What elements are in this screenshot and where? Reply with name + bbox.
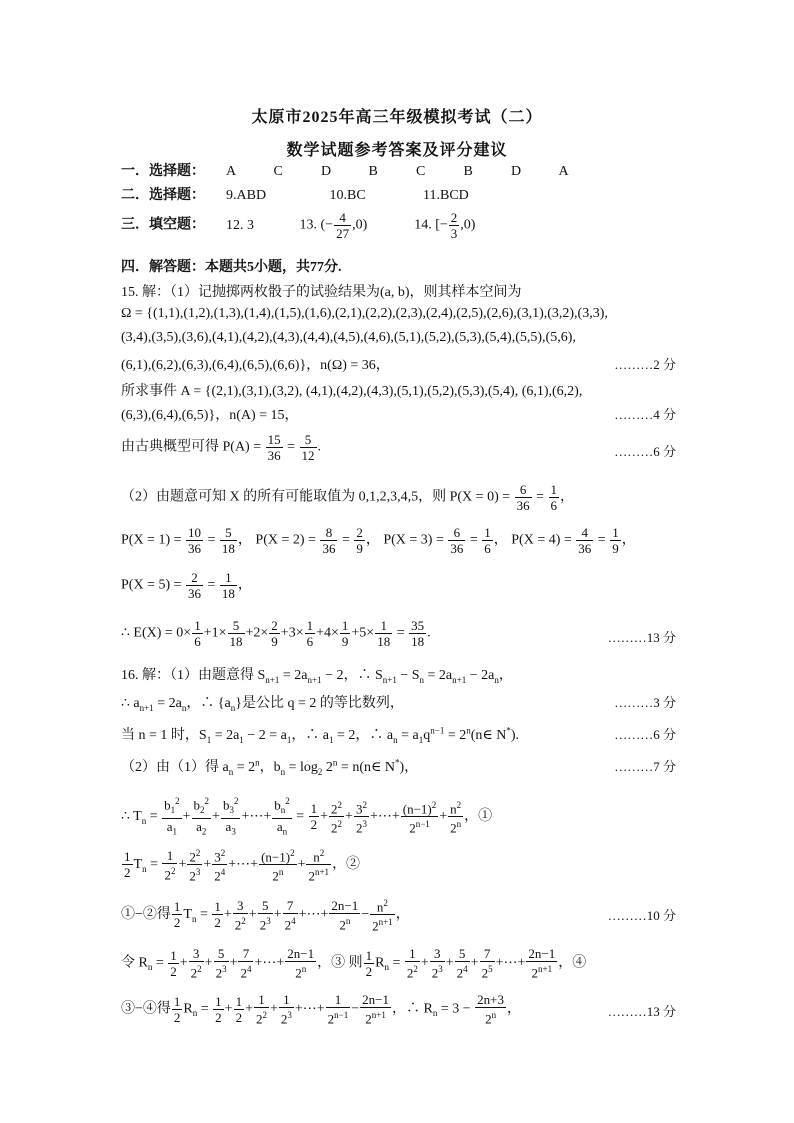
answer-14-fraction: $\frac{2}{3}$ <box>450 210 458 241</box>
part1-row <box>121 160 603 180</box>
answer-8: A <box>558 164 569 179</box>
answer-2: C <box>273 164 283 179</box>
answer-1: A <box>226 164 237 179</box>
answer-4: B <box>368 164 378 179</box>
q15-line-10: P(X = 5) = $\frac{2}{36}$ = $\frac{1}{18}$ ， <box>121 570 252 601</box>
score-q16-c: ………7 分 <box>614 759 676 774</box>
q16-line-4: （2）由（1）得 $a_n = 2^n$，$b_n = \log_2 2^n$ = n(n∈ N*)， <box>121 757 419 777</box>
q16-line-8: 令 $R_n$ = $\frac{1}{2}$ + $\frac{3}{2^2}$ + $\frac{5}{2^3}$ + $\frac{7}{2^4}$ +⋯+ $\frac{2n-1}{2^n}$ ，③ 则 $\frac{1}{2}$ $R_n$ = $\frac{1}{2^2}$ + $\frac{3}{2^3}$ + $\frac{5}{2^4}$ + $\frac{7}{2^5}$ +⋯+ $\frac{2n-1}{2^{n+1}}$ ，④ <box>121 946 587 981</box>
page-title: 太原市2025年高三年级模拟考试（二） <box>251 109 543 126</box>
part3-row: 三．填空题： 12. 3 13. (− $\frac{4}{27}$ ,0) 14. [− $\frac{2}{3}$ ,0) <box>121 210 476 241</box>
score-q15-d: ………13 分 <box>607 630 676 645</box>
q15-line-8: （2）由题意可知 X 的所有可能取值为 0,1,2,3,4,5，则 P(X = 0) = $\frac{6}{36}$ = $\frac{1}{6}$ ， <box>121 482 575 513</box>
q16-line-5: ∴ $T_n$ = $\frac{b_1^2}{a_1}$ + $\frac{b_2^2}{a_2}$ + $\frac{b_3^2}{a_3}$ +⋯+ $\frac{b_n^2}{a_n}$ = $\frac{1}{2}$ + $\frac{2^2}{2^2}$ + $\frac{3^2}{2^3}$ +⋯+ $\frac{(n-1)^2}{2^{n-1}}$ + $\frac{n^2}{2^n}$ ，① <box>121 796 493 837</box>
part1-label: 一．选择题： <box>121 164 205 179</box>
q16-line-9: ③−④得 $\frac{1}{2}$ $R_n$ = $\frac{1}{2}$ + $\frac{1}{2}$ + $\frac{1}{2^2}$ + $\frac{1}{2^3}$ +⋯+ $\frac{1}{2^{n-1}}$ − $\frac{2n-1}{2^{n+1}}$ ，∴ $R_n = 3$ − $\frac{2n+3}{2^n}$ ， <box>121 992 521 1027</box>
answer-5: C <box>416 164 426 179</box>
score-q16-d: ………10 分 <box>607 908 676 923</box>
q16-line-2: ∴ $a_{n+1} = 2a_n$，∴ $\{a_n\}$是公比 q = 2 的等比数列， <box>121 696 404 713</box>
answer-7: D <box>511 164 522 179</box>
q15-line-4: (6,1),(6,2),(6,3),(6,4),(6,5),(6,6)}，n(Ω) = 36， <box>121 358 390 373</box>
answer-13-label: 13. <box>299 217 317 233</box>
q16-line-1: 16. 解：（1）由题意得 $S_{n+1} = 2a_{n+1} - 2$，∴ $S_{n+1} - S_n = 2a_{n+1} - 2a_n$， <box>121 668 513 685</box>
score-q16-a: ………3 分 <box>614 695 676 710</box>
score-q15-c: ………6 分 <box>614 444 676 459</box>
score-q15-a: ………2 分 <box>614 357 676 372</box>
q15-line-7: 由古典概型可得 P(A) = $\frac{15}{36}$ = $\frac{5}{12}$ . <box>121 432 322 463</box>
score-q16-e: ………13 分 <box>607 1004 676 1019</box>
q15-line-3: (3,4),(3,5),(3,6),(4,1),(4,2),(4,3),(4,4),(4,5),(4,6),(5,1),(5,2),(5,3),(5,4),(5,5),(5,6), <box>121 330 576 345</box>
answer-13-fraction: $\frac{4}{27}$ <box>336 210 350 241</box>
q15-line-1: 15. 解：（1）记抛掷两枚骰子的试验结果为(a, b)，则其样本空间为 <box>121 285 522 300</box>
q16-line-3: 当 n = 1 时，$S_1 = 2a_1 - 2 = a_1$，∴ $a_1 = 2$，∴ $a_n = a_1q^{n-1}$ = $2^n(n\in$ N*). <box>121 725 520 745</box>
q15-line-11: ∴ E(X) = 0× $\frac{1}{6}$ +1× $\frac{5}{18}$ +2× $\frac{2}{9}$ +3× $\frac{1}{6}$ +4× $\frac{1}{9}$ +5× $\frac{1}{18}$ = $\frac{35}{18}$ . <box>121 618 431 649</box>
score-q15-b: ………4 分 <box>614 407 676 422</box>
answer-14-label: 14. <box>414 217 432 233</box>
q15-line-6: (6,3),(6,4),(6,5)}，n(A) = 15， <box>121 408 299 423</box>
answer-9: 9.ABD <box>226 188 267 203</box>
q15-line-2: Ω = {(1,1),(1,2),(1,3),(1,4),(1,5),(1,6),(2,1),(2,2),(2,3),(2,4),(2,5),(2,6),(3,1),(3,2),(3,3), <box>121 306 608 321</box>
part2-label: 二．选择题： <box>121 188 205 203</box>
answer-10: 10.BC <box>329 188 366 203</box>
answer-3: D <box>321 164 332 179</box>
q15-line-5: 所求事件 A = {(2,1),(3,1),(3,2), (4,1),(4,2),(4,3),(5,1),(5,2),(5,3),(5,4), (6,1),(6,2), <box>121 384 583 399</box>
q16-line-6: $\frac{1}{2}$ $T_n$ = $\frac{1}{2^2}$ + $\frac{2^2}{2^3}$ + $\frac{3^2}{2^4}$ +⋯+ $\frac{(n-1)^2}{2^n}$ + $\frac{n^2}{2^{n+1}}$ ，② <box>124 847 361 884</box>
part3-label: 三．填空题： <box>121 217 205 233</box>
q15-line-9: P(X = 1) = $\frac{10}{36}$ = $\frac{5}{18}$ ， P(X = 2) = $\frac{8}{36}$ = $\frac{2}{9}$ ， P(X = 3) = $\frac{6}{36}$ = $\frac{1}{6}$ ， P(X = 4) = $\frac{4}{36}$ = $\frac{1}{9}$ ， <box>121 525 636 556</box>
q16-line-7: ①−②得 $\frac{1}{2}$ $T_n$ = $\frac{1}{2}$ + $\frac{3}{2^2}$ + $\frac{5}{2^3}$ + $\frac{7}{2^4}$ +⋯+ $\frac{2n-1}{2^n}$ − $\frac{n^2}{2^{n+1}}$ ， <box>121 897 410 934</box>
answer-11: 11.BCD <box>423 188 469 203</box>
answer-6: B <box>463 164 473 179</box>
answer-12: 12. 3 <box>226 217 254 233</box>
part4-heading: 四．解答题：本题共5小题，共77分. <box>121 260 342 275</box>
score-q16-b: ………6 分 <box>614 727 676 742</box>
part2-row <box>121 184 513 204</box>
page-subtitle: 数学试题参考答案及评分建议 <box>286 142 508 159</box>
